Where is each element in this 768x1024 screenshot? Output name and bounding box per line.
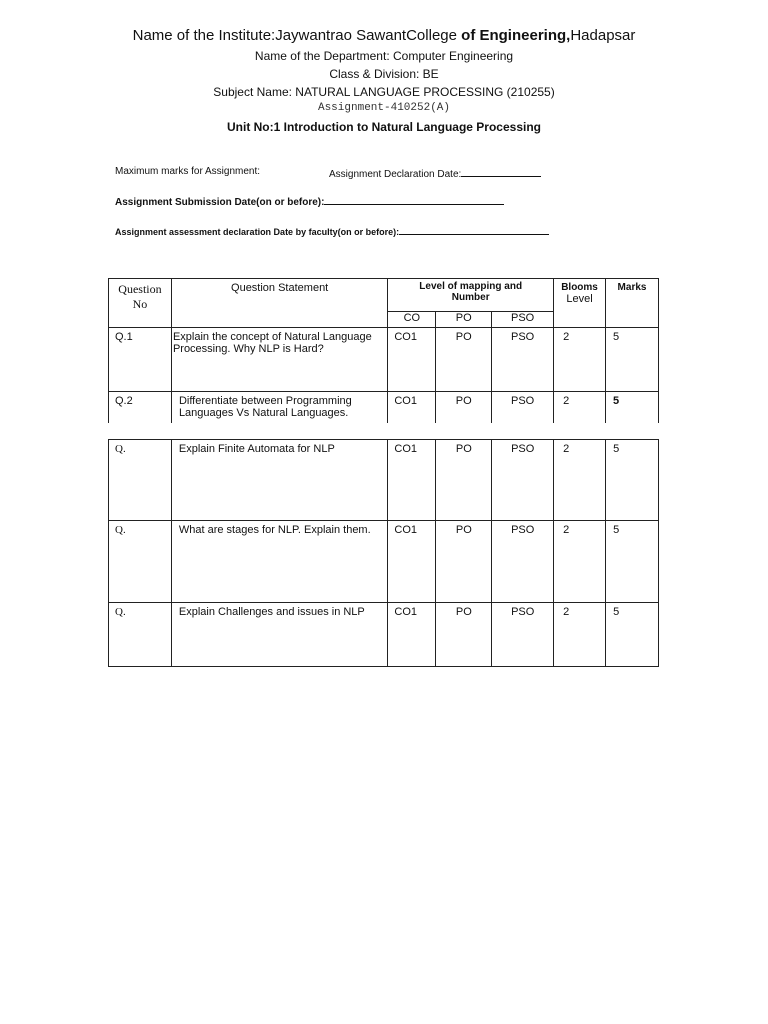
question-table-top — [108, 278, 659, 423]
pso-cell — [492, 328, 554, 392]
po-cell — [436, 521, 492, 603]
blooms-cell — [554, 392, 606, 423]
question-number — [109, 521, 172, 603]
co-text: CO1 — [394, 606, 418, 618]
assessment-date-label: Assignment assessment declaration Date by faculty(on or before): — [115, 227, 400, 237]
institute-name — [0, 27, 768, 44]
question-no-header-line1: Question — [118, 282, 162, 296]
question-statement-text: Explain Finite Automata for NLP — [178, 443, 335, 455]
blooms-cell — [554, 328, 606, 392]
pso-text: PSO — [511, 395, 535, 407]
assessment-date-line — [399, 224, 549, 235]
co-text: CO1 — [394, 331, 417, 343]
table-row — [109, 603, 659, 667]
question-number-text: Q. — [115, 524, 126, 536]
co-cell — [388, 521, 436, 603]
statement-header-text: Question Statement — [231, 282, 329, 294]
pso-cell — [492, 440, 554, 521]
table-row — [109, 328, 659, 392]
co-cell — [388, 328, 436, 392]
po-cell — [436, 440, 492, 521]
institute-suffix: Hadapsar — [570, 27, 636, 44]
class-division: Class & Division: BE — [329, 67, 439, 81]
department-name: Name of the Department: Computer Engineering — [254, 49, 514, 63]
marks-text: 5 — [613, 606, 620, 618]
question-statement-text: Explain the concept of Natural Language Processing. Why NLP is Hard? — [172, 331, 372, 355]
blooms-text: 2 — [563, 331, 570, 343]
table-row — [109, 440, 659, 521]
question-number-text: Q. — [115, 443, 126, 455]
table-row — [109, 392, 659, 423]
marks-text: 5 — [613, 443, 620, 455]
pso-cell — [492, 603, 554, 667]
marks-cell — [606, 328, 659, 392]
blooms-cell — [554, 521, 606, 603]
declaration-date-line — [461, 166, 541, 177]
blooms-header — [554, 279, 606, 328]
pso-text: PSO — [511, 443, 535, 455]
blooms-header-line2: Level — [566, 293, 593, 305]
question-statement-text: Explain Challenges and issues in NLP — [178, 606, 365, 618]
po-text: PO — [455, 395, 472, 407]
question-statement-text: Differentiate between Programming Languages Vs Natural Languages. — [178, 395, 352, 419]
co-cell — [388, 392, 436, 423]
po-cell — [436, 328, 492, 392]
institute-prefix: Name of the Institute:Jaywantrao SawantCollege — [132, 27, 457, 44]
co-cell — [388, 603, 436, 667]
mapping-header — [388, 279, 554, 312]
question-number — [109, 603, 172, 667]
question-statement — [171, 328, 387, 392]
co-text: CO1 — [394, 443, 418, 455]
marks-cell — [606, 440, 659, 521]
question-no-header — [109, 279, 172, 328]
marks-text: 5 — [613, 331, 620, 343]
blooms-header-line1: Blooms — [561, 282, 598, 293]
pso-text: PSO — [511, 606, 535, 618]
question-number — [109, 440, 172, 521]
pso-text: PSO — [511, 524, 535, 536]
question-number — [109, 392, 172, 423]
po-cell — [436, 603, 492, 667]
submission-date — [115, 194, 504, 208]
po-text: PO — [455, 331, 472, 343]
question-statement — [171, 521, 388, 603]
assessment-date — [115, 224, 549, 237]
pso-cell — [492, 521, 554, 603]
marks-text: 5 — [613, 395, 620, 407]
blooms-text: 2 — [563, 443, 570, 455]
statement-header — [171, 279, 387, 328]
question-number — [109, 328, 172, 392]
marks-text: 5 — [613, 524, 620, 536]
po-text: PO — [455, 443, 472, 455]
mapping-header-text: Level of mapping and Number — [419, 281, 523, 303]
co-cell — [388, 440, 436, 521]
marks-cell — [606, 603, 659, 667]
marks-cell — [606, 392, 659, 423]
po-text: PO — [455, 606, 472, 618]
blooms-cell — [554, 440, 606, 521]
question-number-text: Q.2 — [115, 395, 133, 407]
blooms-text: 2 — [563, 524, 570, 536]
marks-header-text: Marks — [617, 282, 647, 293]
co-text: CO1 — [394, 395, 417, 407]
declaration-date — [329, 166, 541, 180]
co-header: CO — [388, 312, 436, 328]
submission-date-label: Assignment Submission Date(on or before): — [115, 197, 325, 208]
blooms-text: 2 — [563, 606, 570, 618]
institute-bold: of Engineering, — [461, 27, 571, 44]
subject-name: Subject Name: NATURAL LANGUAGE PROCESSING (210255) — [213, 85, 555, 99]
pso-text: PSO — [511, 331, 535, 343]
header-row — [109, 279, 659, 312]
question-table-bottom — [108, 439, 659, 667]
po-text: PO — [455, 524, 472, 536]
marks-header — [606, 279, 659, 328]
marks-cell — [606, 521, 659, 603]
question-no-header-line2: No — [132, 297, 148, 311]
declaration-date-label: Assignment Declaration Date: — [329, 169, 462, 180]
po-cell — [436, 392, 492, 423]
table-row — [109, 521, 659, 603]
question-statement — [171, 440, 388, 521]
question-statement-text: What are stages for NLP. Explain them. — [178, 524, 371, 536]
assignment-code: Assignment-410252(A) — [317, 102, 451, 114]
po-header: PO — [436, 312, 492, 328]
submission-date-line — [324, 194, 504, 205]
question-statement — [171, 603, 388, 667]
blooms-cell — [554, 603, 606, 667]
question-number-text: Q.1 — [115, 331, 133, 343]
pso-cell — [492, 392, 554, 423]
question-statement — [171, 392, 387, 423]
question-number-text: Q. — [115, 606, 126, 618]
co-text: CO1 — [394, 524, 418, 536]
max-marks-label: Maximum marks for Assignment: — [115, 166, 261, 177]
unit-title: Unit No:1 Introduction to Natural Language Processing — [226, 120, 541, 134]
blooms-text: 2 — [563, 395, 570, 407]
pso-header: PSO — [492, 312, 554, 328]
